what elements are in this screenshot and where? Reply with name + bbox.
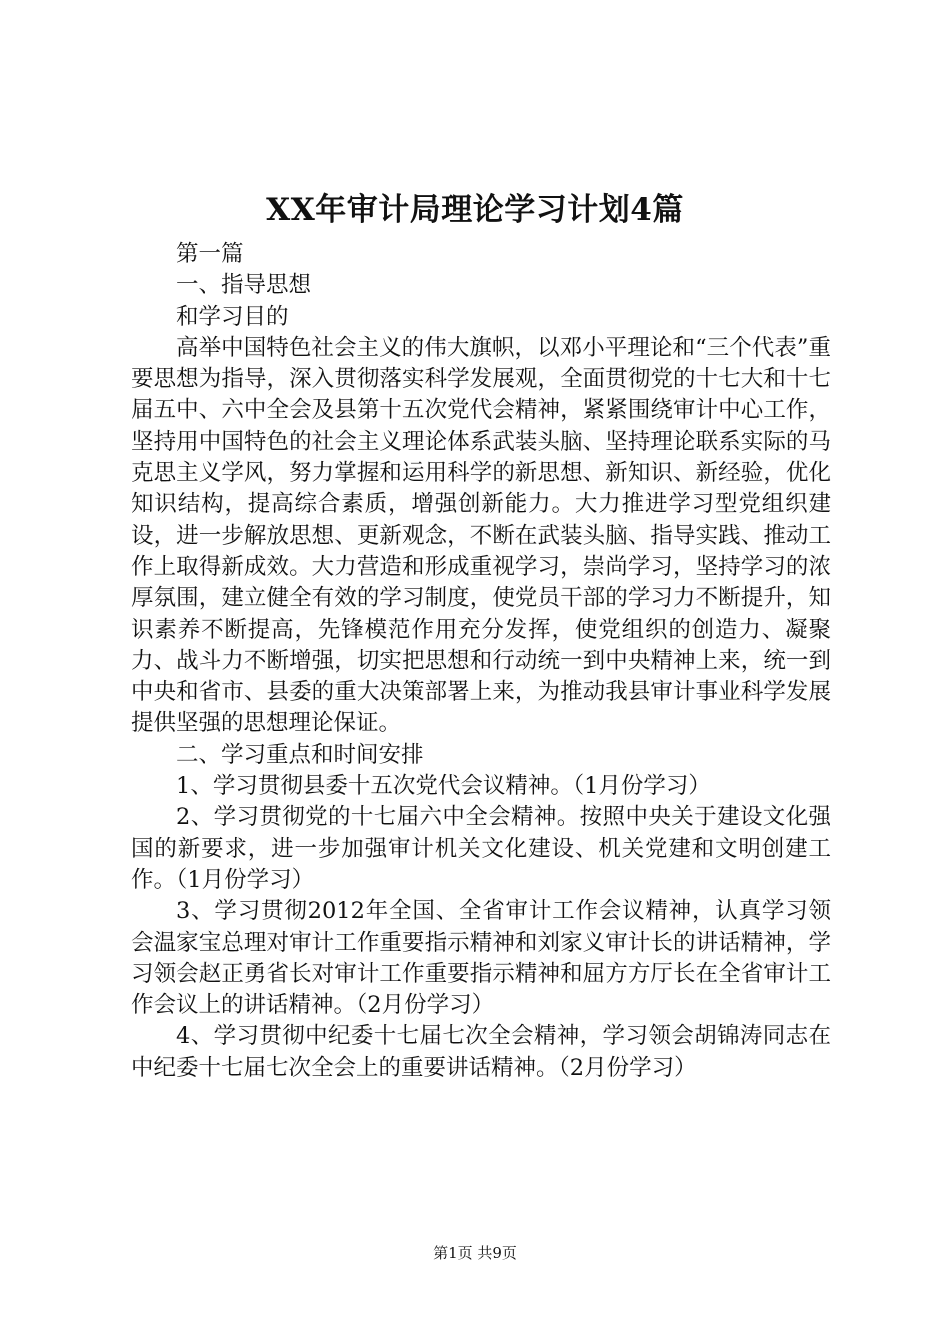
section-label-first: 第一篇 — [176, 241, 244, 267]
document-title: XX年审计局理论学习计划4篇 — [266, 192, 684, 228]
paragraph-guiding-text: 高举中国特色社会主义的伟大旗帜，以邓小平理论和“三个代表”重要思想为指导，深入贯彻落实科学发展观，全面贯彻党的十七大和十七届五中、六中全会及县第十五次党代会精神，紧紧围绕审计中心工作，坚持用中国特色的社会主义理论体系武装头脑、坚持理论联系实际的马克思主义学风，努力掌握和运用科学的新思想、新知识、新经验，优化知识结构，提高综合素质，增强创新能力。大力推进学习型党组织建设，进一步解放思想、更新观念，不断在武装头脑、指导实践、推动工作上取得新成效。大力营造和形成重视学习，崇尚学习，坚持学习的浓厚氛围，建立健全有效的学习制度，使党员干部的学习力不断提升，知识素养不断提高，先锋模范作用充分发挥，使党组织的创造力、凝聚力、战斗力不断增强，切实把思想和行动统一到中央精神上来，统一到中央和省市、县委的重大决策部署上来，为推动我县审计事业科学发展提供坚强的思想理论保证。 — [131, 334, 831, 737]
schedule-item-4: 4、学习贯彻中纪委十七届七次全会精神，学习领会胡锦涛同志在中纪委十七届七次全会上的重要讲话精神。（2月份学习） — [131, 1023, 831, 1081]
heading-guiding-thought: 一、指导思想 — [176, 272, 312, 299]
schedule-item-3: 3、学习贯彻2012年全国、全省审计工作会议精神，认真学习领会温家宝总理对审计工作重要指示精神和刘家义审计长的讲话精神，学习领会赵正勇省长对审计工作重要指示精神和屈方方厅长在全省审计工作会议上的讲话精神。（2月份学习） — [131, 898, 831, 1019]
heading-study-schedule: 二、学习重点和时间安排 — [176, 741, 424, 768]
schedule-item-1: 1、学习贯彻县委十五次党代会议精神。（1月份学习） — [176, 773, 711, 800]
schedule-item-2: 2、学习贯彻党的十七届六中全会精神。按照中央关于建设文化强国的新要求，进一步加强审计机关文化建设、机关党建和文明创建工作。（1月份学习） — [131, 804, 831, 893]
document-body — [131, 239, 831, 1084]
page-number-footer: 第1页 共9页 — [433, 1244, 517, 1262]
heading-learning-purpose: 和学习目的 — [176, 303, 289, 330]
